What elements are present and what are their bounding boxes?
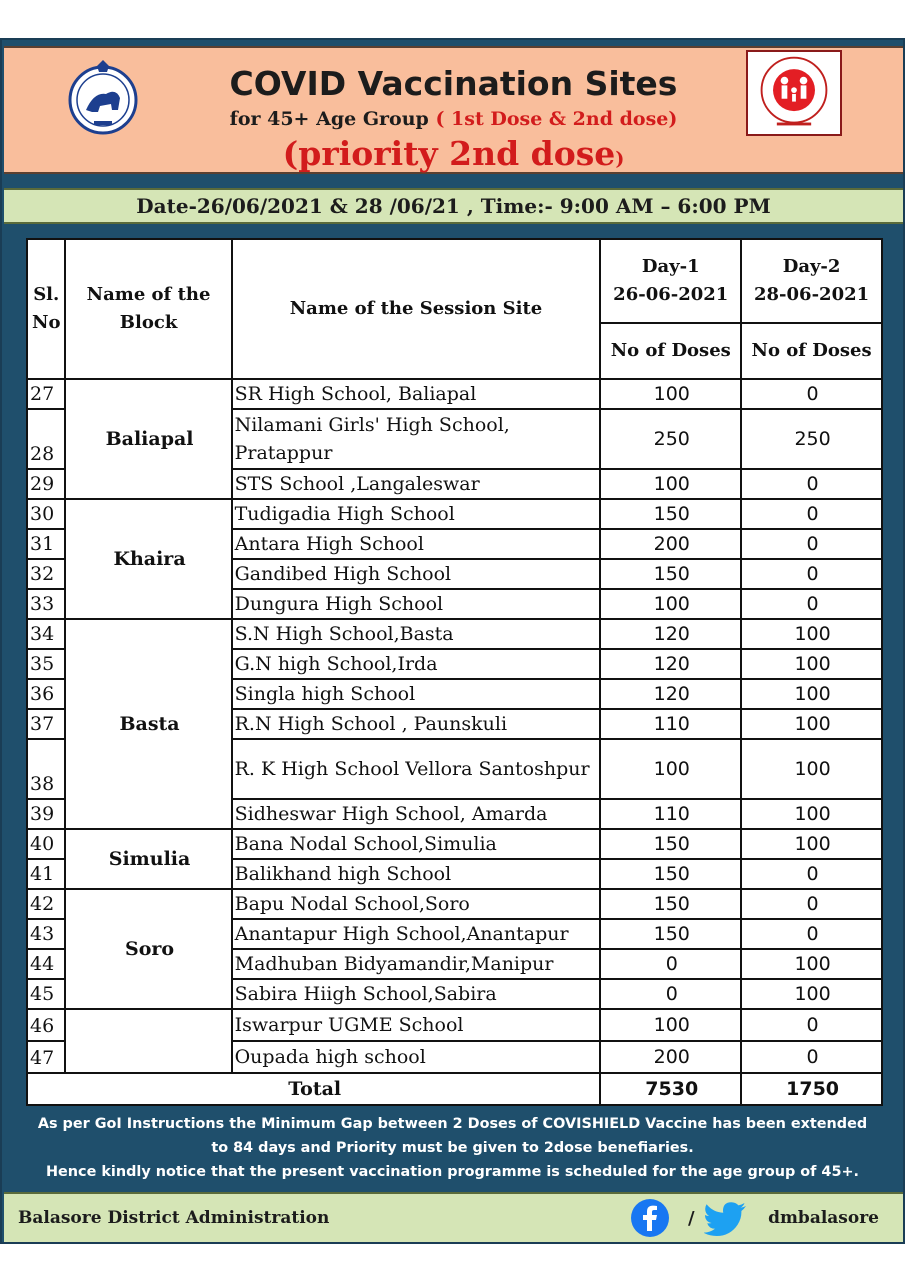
header-session-site: Name of the Session Site xyxy=(232,239,601,379)
doses-day1-cell: 250 xyxy=(600,409,741,469)
doses-day1-cell: 120 xyxy=(600,679,741,709)
sl-no-cell: 36 xyxy=(27,679,65,709)
session-site-cell: R. K High School Vellora Santoshpur xyxy=(232,739,601,799)
session-site-cell: S.N High School,Basta xyxy=(232,619,601,649)
doses-day1-cell: 200 xyxy=(600,529,741,559)
doses-day1-cell: 0 xyxy=(600,949,741,979)
table-row xyxy=(27,1009,882,1041)
header-banner xyxy=(4,46,903,174)
sl-no-cell: 28 xyxy=(27,409,65,469)
doses-day2-cell: 250 xyxy=(741,409,882,469)
doses-day2-cell: 100 xyxy=(741,799,882,829)
sl-no-cell: 44 xyxy=(27,949,65,979)
doses-day1-cell: 0 xyxy=(600,979,741,1009)
poster xyxy=(0,38,905,1244)
sl-no-cell: 45 xyxy=(27,979,65,1009)
header-doses-day1: No of Doses xyxy=(600,323,741,379)
priority-tail: ) xyxy=(615,148,625,170)
total-day2: 1750 xyxy=(741,1073,882,1105)
table-row xyxy=(27,619,882,649)
doses-day2-cell: 100 xyxy=(741,679,882,709)
header-day2-date: 28-06-2021 xyxy=(754,284,870,305)
doses-day1-cell: 100 xyxy=(600,1009,741,1041)
sl-no-cell: 35 xyxy=(27,649,65,679)
sl-no-cell: 32 xyxy=(27,559,65,589)
footer-handle: dmbalasore xyxy=(768,1208,879,1228)
sites-table-body xyxy=(27,379,882,1073)
doses-day2-cell: 0 xyxy=(741,559,882,589)
twitter-icon[interactable] xyxy=(704,1202,748,1236)
doses-day1-cell: 100 xyxy=(600,589,741,619)
sl-no-cell: 46 xyxy=(27,1009,65,1041)
sl-no-cell: 27 xyxy=(27,379,65,409)
doses-day1-cell: 150 xyxy=(600,559,741,589)
total-label: Total xyxy=(27,1073,600,1105)
doses-day2-cell: 100 xyxy=(741,739,882,799)
doses-day1-cell: 100 xyxy=(600,379,741,409)
doses-day2-cell: 100 xyxy=(741,649,882,679)
doses-day2-cell: 0 xyxy=(741,1009,882,1041)
session-site-cell: Oupada high school xyxy=(232,1041,601,1073)
session-site-cell: R.N High School , Paunskuli xyxy=(232,709,601,739)
sl-no-cell: 39 xyxy=(27,799,65,829)
session-site-cell: Sabira Hiigh School,Sabira xyxy=(232,979,601,1009)
sl-no-cell: 34 xyxy=(27,619,65,649)
session-site-cell: Madhuban Bidyamandir,Manipur xyxy=(232,949,601,979)
page-title: COVID Vaccination Sites xyxy=(229,64,678,103)
total-day1: 7530 xyxy=(600,1073,741,1105)
doses-day2-cell: 100 xyxy=(741,949,882,979)
date-time-bar: Date-26/06/2021 & 28 /06/21 , Time:- 9:00 AM – 6:00 PM xyxy=(4,188,903,224)
table-row xyxy=(27,499,882,529)
session-site-cell: Dungura High School xyxy=(232,589,601,619)
doses-day1-cell: 120 xyxy=(600,619,741,649)
facebook-icon[interactable] xyxy=(630,1198,670,1238)
doses-day1-cell: 110 xyxy=(600,709,741,739)
doses-day1-cell: 150 xyxy=(600,829,741,859)
sl-no-cell: 37 xyxy=(27,709,65,739)
nhm-logo-icon xyxy=(746,50,842,136)
header-day2 xyxy=(741,239,882,323)
footer-org: Balasore District Administration xyxy=(18,1208,330,1228)
session-site-cell: Gandibed High School xyxy=(232,559,601,589)
doses-day2-cell: 100 xyxy=(741,709,882,739)
session-site-cell: Bapu Nodal School,Soro xyxy=(232,889,601,919)
session-site-cell: SR High School, Baliapal xyxy=(232,379,601,409)
sl-no-cell: 31 xyxy=(27,529,65,559)
session-site-cell: Anantapur High School,Anantapur xyxy=(232,919,601,949)
session-site-cell: Sidheswar High School, Amarda xyxy=(232,799,601,829)
doses-day1-cell: 120 xyxy=(600,649,741,679)
header-day1-date: 26-06-2021 xyxy=(613,284,729,305)
sl-no-cell: 33 xyxy=(27,589,65,619)
doses-day2-cell: 0 xyxy=(741,1041,882,1073)
block-name-cell: Soro xyxy=(65,889,231,1009)
sl-no-cell: 29 xyxy=(27,469,65,499)
doses-day1-cell: 150 xyxy=(600,919,741,949)
session-site-cell: Bana Nodal School,Simulia xyxy=(232,829,601,859)
doses-day1-cell: 150 xyxy=(600,499,741,529)
session-site-cell: Antara High School xyxy=(232,529,601,559)
notice-line-2: to 84 days and Priority must be given to 2dose benefiaries. xyxy=(211,1140,694,1156)
doses-day1-cell: 150 xyxy=(600,889,741,919)
sl-no-cell: 42 xyxy=(27,889,65,919)
doses-day2-cell: 100 xyxy=(741,829,882,859)
subtitle-dose: ( 1st Dose & 2nd dose) xyxy=(435,108,678,130)
block-name-cell xyxy=(65,1009,231,1073)
table-row xyxy=(27,829,882,859)
session-site-cell: Balikhand high School xyxy=(232,859,601,889)
session-site-cell: Tudigadia High School xyxy=(232,499,601,529)
notice-line-1: As per GoI Instructions the Minimum Gap between 2 Doses of COVISHIELD Vaccine has been extended xyxy=(37,1116,868,1132)
sl-no-cell: 43 xyxy=(27,919,65,949)
priority-main: (priority 2nd dose xyxy=(282,134,616,173)
doses-day1-cell: 100 xyxy=(600,739,741,799)
sl-no-cell: 30 xyxy=(27,499,65,529)
header-block-name: Name of the Block xyxy=(65,239,231,379)
total-row xyxy=(27,1073,882,1105)
doses-day2-cell: 0 xyxy=(741,529,882,559)
sl-no-cell: 41 xyxy=(27,859,65,889)
table-row xyxy=(27,379,882,409)
sl-no-cell: 38 xyxy=(27,739,65,799)
priority-line xyxy=(4,134,903,173)
header-day2-label: Day-2 xyxy=(782,256,841,277)
doses-day2-cell: 100 xyxy=(741,619,882,649)
doses-day1-cell: 100 xyxy=(600,469,741,499)
session-site-cell: Iswarpur UGME School xyxy=(232,1009,601,1041)
doses-day2-cell: 0 xyxy=(741,919,882,949)
block-name-cell: Khaira xyxy=(65,499,231,619)
doses-day1-cell: 110 xyxy=(600,799,741,829)
doses-day2-cell: 100 xyxy=(741,979,882,1009)
session-site-cell: G.N high School,Irda xyxy=(232,649,601,679)
header-day1 xyxy=(600,239,741,323)
session-site-cell: Nilamani Girls' High School, Pratappur xyxy=(232,409,601,469)
doses-day2-cell: 0 xyxy=(741,469,882,499)
header-day1-label: Day-1 xyxy=(641,256,700,277)
doses-day2-cell: 0 xyxy=(741,379,882,409)
session-site-cell: STS School ,Langaleswar xyxy=(232,469,601,499)
subtitle-prefix: for 45+ Age Group xyxy=(229,108,436,130)
sl-no-cell: 47 xyxy=(27,1041,65,1073)
footer-bar xyxy=(4,1192,903,1242)
footer-slash: / xyxy=(688,1208,695,1229)
block-name-cell: Baliapal xyxy=(65,379,231,499)
doses-day2-cell: 0 xyxy=(741,859,882,889)
doses-day2-cell: 0 xyxy=(741,589,882,619)
vaccination-sites-table xyxy=(26,238,883,1106)
header-doses-day2: No of Doses xyxy=(741,323,882,379)
notice-line-3: Hence kindly notice that the present vaccination programme is scheduled for the age group of 45+. xyxy=(46,1164,859,1180)
doses-day2-cell: 0 xyxy=(741,889,882,919)
sl-no-cell: 40 xyxy=(27,829,65,859)
block-name-cell: Simulia xyxy=(65,829,231,889)
session-site-cell: Singla high School xyxy=(232,679,601,709)
header-sl-no: Sl. No xyxy=(27,239,65,379)
block-name-cell: Basta xyxy=(65,619,231,829)
doses-day1-cell: 200 xyxy=(600,1041,741,1073)
doses-day1-cell: 150 xyxy=(600,859,741,889)
gap-notice xyxy=(12,1112,893,1184)
doses-day2-cell: 0 xyxy=(741,499,882,529)
table-row xyxy=(27,889,882,919)
